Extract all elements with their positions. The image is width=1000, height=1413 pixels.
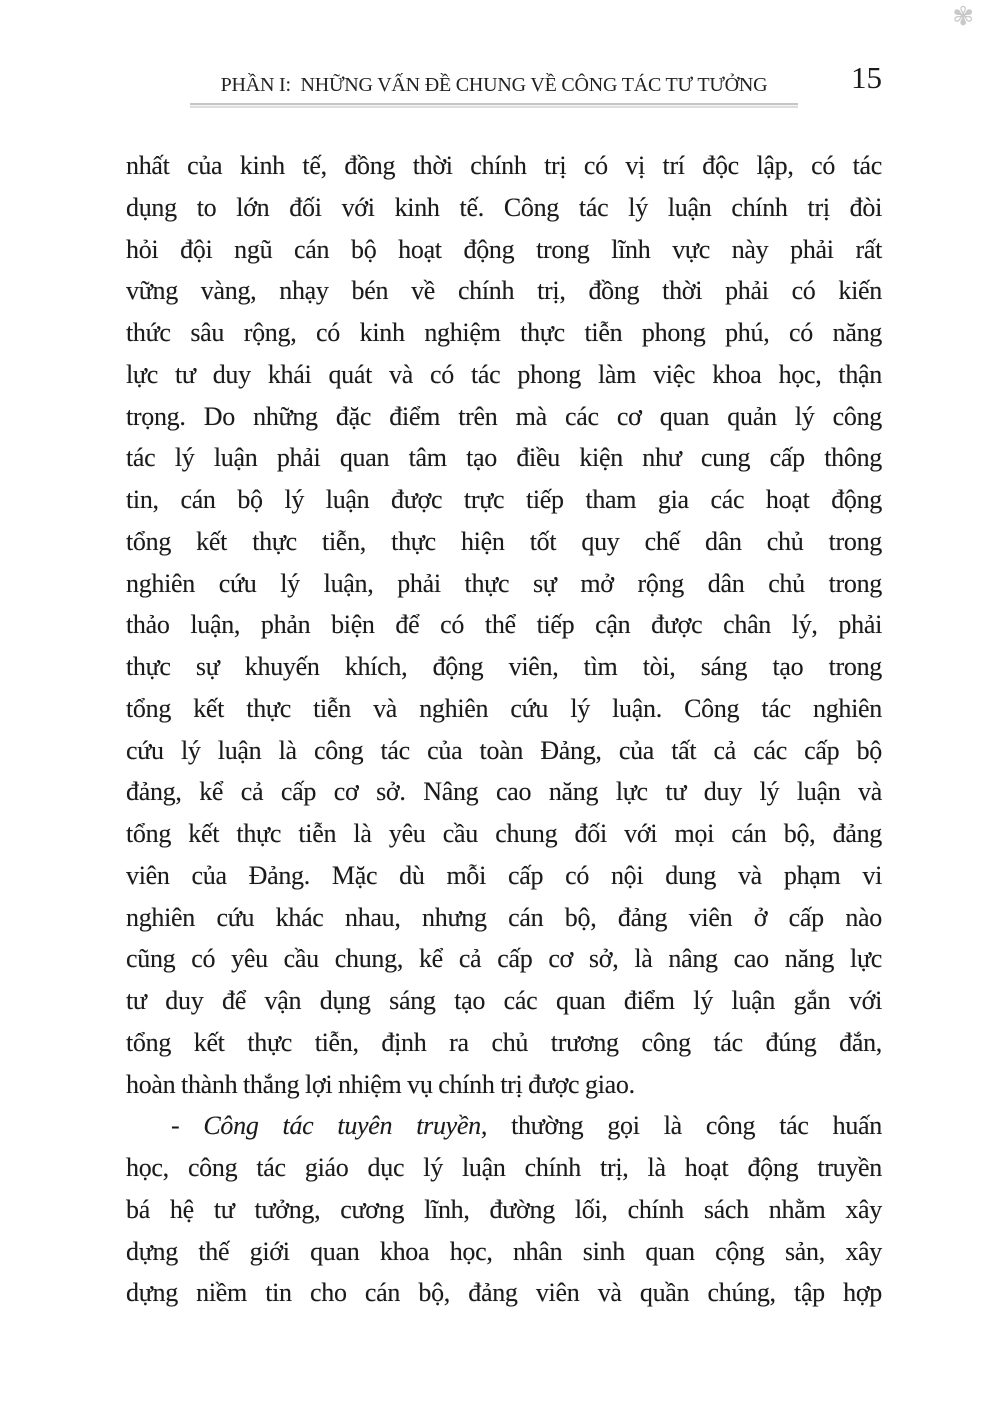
text-line: tư duy để vận dụng sáng tạo các quan điểm lý luận gắn với bbox=[126, 986, 882, 1015]
text-line: tin, cán bộ lý luận được trực tiếp tham gia các hoạt động bbox=[126, 485, 882, 514]
text-line: dụng to lớn đối với kinh tế. Công tác lý luận chính trị đòi bbox=[126, 192, 882, 222]
text-line: cứu lý luận là công tác của toàn Đảng, của tất cả các cấp bộ bbox=[126, 735, 882, 765]
text-line: tổng kết thực tiễn là yêu cầu chung đối với mọi cán bộ, đảng bbox=[126, 819, 882, 848]
italic-lead-phrase: Công tác tuyên truyền, bbox=[203, 1111, 488, 1141]
text-line: thức sâu rộng, có kinh nghiệm thực tiễn phong phú, có năng bbox=[126, 318, 882, 347]
text-line: hoàn thành thắng lợi nhiệm vụ chính trị được giao. bbox=[126, 1069, 635, 1099]
paragraph-1 bbox=[126, 145, 882, 1105]
flower-ornament-icon: ✾ bbox=[952, 2, 974, 31]
text-line: tổng kết thực tiễn và nghiên cứu lý luận. Công tác nghiên bbox=[126, 693, 882, 723]
first-line-rest: thường gọi là công tác huấn bbox=[487, 1111, 882, 1141]
text-line: nhất của kinh tế, đồng thời chính trị có vị trí độc lập, có tác bbox=[126, 151, 882, 180]
list-dash: - bbox=[171, 1111, 204, 1141]
text-line: dựng niềm tin cho cán bộ, đảng viên và quần chúng, tập hợp bbox=[126, 1278, 882, 1308]
paragraph-2 bbox=[126, 1105, 882, 1314]
text-line: vững vàng, nhạy bén về chính trị, đồng thời phải có kiến bbox=[126, 276, 882, 306]
text-line: dựng thế giới quan khoa học, nhân sinh quan cộng sản, xây bbox=[126, 1236, 882, 1266]
text-line: tổng kết thực tiễn, định ra chủ trương công tác đúng đắn, bbox=[126, 1027, 882, 1057]
text-line: đảng, kể cả cấp cơ sở. Nâng cao năng lực tư duy lý luận và bbox=[126, 777, 882, 807]
paragraph-2-rest bbox=[126, 1147, 882, 1314]
page-number: 15 bbox=[851, 60, 882, 95]
text-line: nghiên cứu lý luận, phải thực sự mở rộng dân chủ trong bbox=[126, 568, 882, 598]
text-line: tác lý luận phải quan tâm tạo điều kiện như cung cấp thông bbox=[126, 443, 882, 473]
paragraph-2-first-line bbox=[126, 1105, 882, 1147]
running-header-title: PHẦN I: NHỮNG VẤN ĐỀ CHUNG VỀ CÔNG TÁC TƯ TƯỞNG bbox=[220, 74, 768, 96]
header-rule bbox=[190, 103, 798, 108]
text-line: nghiên cứu khác nhau, nhưng cán bộ, đảng viên ở cấp nào bbox=[126, 902, 882, 932]
text-line: học, công tác giáo dục lý luận chính trị, là hoạt động truyền bbox=[126, 1153, 882, 1182]
text-line: bá hệ tư tưởng, cương lĩnh, đường lối, chính sách nhằm xây bbox=[126, 1194, 882, 1224]
text-line: thảo luận, phản biện để có thể tiếp cận được chân lý, phải bbox=[126, 610, 882, 640]
text-line: lực tư duy khái quát và có tác phong làm việc khoa học, thận bbox=[126, 359, 882, 389]
text-line: hỏi đội ngũ cán bộ hoạt động trong lĩnh vực này phải rất bbox=[126, 234, 882, 264]
text-line: thực sự khuyến khích, động viên, tìm tòi, sáng tạo trong bbox=[126, 652, 882, 681]
text-line: cũng có yêu cầu chung, kể cả cấp cơ sở, là nâng cao năng lực bbox=[126, 944, 882, 974]
text-line: trọng. Do những đặc điểm trên mà các cơ quan quản lý công bbox=[126, 401, 882, 431]
page-body-text bbox=[126, 145, 882, 1314]
text-line: viên của Đảng. Mặc dù mỗi cấp có nội dung và phạm vi bbox=[126, 860, 882, 890]
text-line: tổng kết thực tiễn, thực hiện tốt quy chế dân chủ trong bbox=[126, 526, 882, 556]
